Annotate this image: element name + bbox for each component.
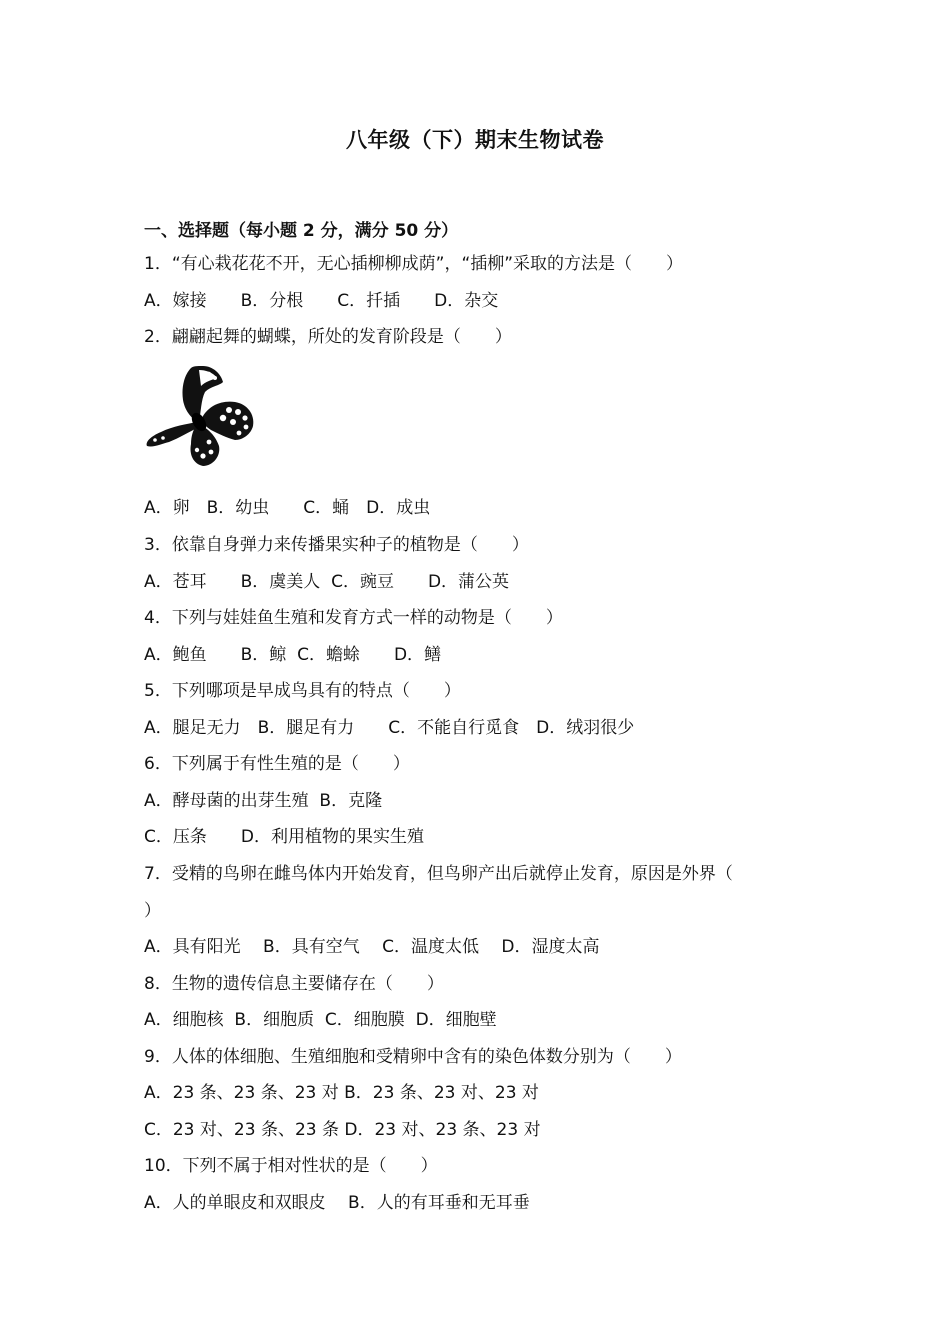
question-8-stem bbox=[144, 973, 444, 995]
question-number: 5． bbox=[144, 681, 172, 701]
question-4-stem bbox=[144, 607, 563, 629]
question-9-stem bbox=[144, 1046, 682, 1068]
question-number: 9． bbox=[144, 1047, 172, 1067]
question-2-stem bbox=[144, 326, 512, 348]
question-number: 6． bbox=[144, 754, 172, 774]
question-4-options: A．鲍鱼 B．鲸 C．蟾蜍 D．鳝 bbox=[144, 645, 442, 665]
question-number: 8． bbox=[144, 974, 172, 994]
page-title: 八年级（下）期末生物试卷 bbox=[346, 128, 604, 152]
question-text: 下列不属于相对性状的是（ ） bbox=[182, 1156, 438, 1176]
question-number: 7． bbox=[144, 864, 172, 884]
question-text: 翩翩起舞的蝴蝶，所处的发育阶段是（ ） bbox=[171, 327, 512, 347]
question-6-options-line-1: A．酵母菌的出芽生殖 B．克隆 bbox=[144, 791, 383, 811]
question-8-options: A．细胞核 B．细胞质 C．细胞膜 D．细胞壁 bbox=[144, 1010, 497, 1030]
question-number: 4． bbox=[144, 608, 172, 628]
question-number: 1． bbox=[144, 254, 172, 274]
question-number: 10． bbox=[144, 1156, 183, 1176]
question-5-stem bbox=[144, 680, 461, 702]
question-text: 依靠自身弹力来传播果实种子的植物是（ ） bbox=[171, 535, 529, 555]
question-text: 下列与娃娃鱼生殖和发育方式一样的动物是（ ） bbox=[171, 608, 563, 628]
question-7-stem-continued: ） bbox=[144, 901, 161, 921]
question-7-stem bbox=[144, 863, 733, 885]
question-6-stem bbox=[144, 753, 410, 775]
question-9-options-line-1: A．23 条、23 条、23 对 B．23 条、23 对、23 对 bbox=[144, 1083, 539, 1103]
question-text: 人体的体细胞、生殖细胞和受精卵中含有的染色体数分别为（ ） bbox=[171, 1047, 682, 1067]
question-1-stem bbox=[144, 253, 683, 275]
question-text: 受精的鸟卵在雌鸟体内开始发育，但鸟卵产出后就停止发育，原因是外界（ bbox=[171, 864, 733, 884]
question-5-options: A．腿足无力 B．腿足有力 C．不能自行觅食 D．绒羽很少 bbox=[144, 718, 635, 738]
question-text: “有心栽花花不开，无心插柳柳成荫”，“插柳”采取的方法是（ ） bbox=[171, 254, 684, 274]
question-1-options: A．嫁接 B．分根 C．扦插 D．杂交 bbox=[144, 291, 499, 311]
question-number: 2． bbox=[144, 327, 172, 347]
question-6-options-line-2: C．压条 D．利用植物的果实生殖 bbox=[144, 827, 424, 847]
question-7-options: A．具有阳光 B．具有空气 C．温度太低 D．湿度太高 bbox=[144, 937, 600, 957]
question-text: 下列哪项是早成鸟具有的特点（ ） bbox=[171, 681, 461, 701]
question-2-options: A．卵 B．幼虫 C．蛹 D．成虫 bbox=[144, 498, 431, 518]
question-9-options-line-2: C．23 对、23 条、23 条 D．23 对、23 条、23 对 bbox=[144, 1120, 541, 1140]
question-10-options: A．人的单眼皮和双眼皮 B．人的有耳垂和无耳垂 bbox=[144, 1193, 530, 1213]
question-10-stem bbox=[144, 1155, 438, 1177]
section-heading: 一、选择题（每小题 2 分，满分 50 分） bbox=[144, 221, 459, 241]
question-text: 下列属于有性生殖的是（ ） bbox=[171, 754, 410, 774]
butterfly-illustration bbox=[143, 360, 255, 470]
question-text: 生物的遗传信息主要储存在（ ） bbox=[171, 974, 444, 994]
question-3-stem bbox=[144, 534, 529, 556]
question-3-options: A．苍耳 B．虞美人 C．豌豆 D．蒲公英 bbox=[144, 572, 510, 592]
question-number: 3． bbox=[144, 535, 172, 555]
